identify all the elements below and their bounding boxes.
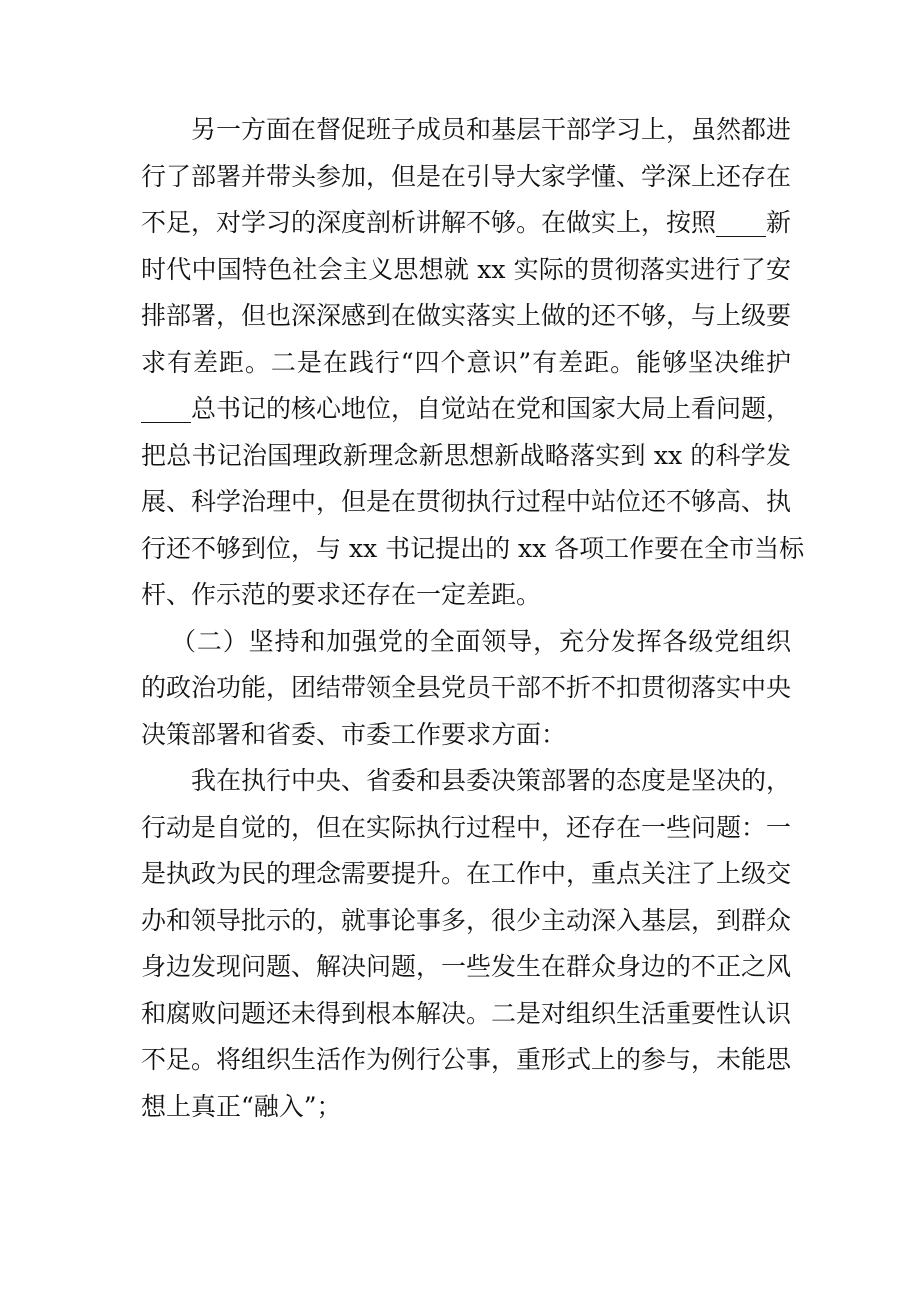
paragraph-2-line-2: 的政治功能，团结带领全县党员干部不折不扣贯彻落实中央 (141, 673, 792, 702)
paragraph-3-line-5: 身边发现问题、解决问题，一些发生在群众身边的不正之风 (141, 952, 792, 981)
paragraph-1-line-1: 另一方面在督促班子成员和基层干部学习上，虽然都进 (191, 115, 792, 144)
paragraph-1-line-5: 排部署，但也深深感到在做实落实上做的还不够，与上级要 (141, 301, 792, 330)
paragraph-3-line-4: 办和领导批示的，就事论事多，很少主动深入基层，到群众 (141, 905, 792, 935)
paragraph-1-line-9: 展、科学治理中，但是在贯彻执行过程中站位还不够高、执 (141, 487, 792, 516)
paragraph-1-line-7: ____总书记的核心地位，自觉站在党和国家大局上看问题， (141, 394, 792, 423)
paragraph-3-line-7: 不足。将组织生活作为例行公事，重形式上的参与，未能思 (141, 1045, 792, 1074)
paragraph-3-line-6: 和腐败问题还未得到根本解决。二是对组织生活重要性认识 (141, 998, 792, 1028)
paragraph-1-line-3: 不足，对学习的深度剖析讲解不够。在做实上，按照____新 (141, 208, 792, 237)
paragraph-3-line-2: 行动是自觉的，但在实际执行过程中，还存在一些问题：一 (141, 812, 792, 842)
paragraph-1-line-10: 行还不够到位，与 xx 书记提出的 xx 各项工作要在全市当标 (141, 533, 805, 563)
paragraph-3-line-8: 想上真正“融入”； (141, 1091, 342, 1121)
paragraph-2-line-1: （二）坚持和加强党的全面领导，充分发挥各级党组织 (171, 626, 791, 656)
paragraph-3-line-3: 是执政为民的理念需要提升。在工作中，重点关注了上级交 (141, 859, 792, 888)
document-body (141, 107, 805, 1130)
paragraph-1-line-8: 把总书记治国理政新理念新思想新战略落实到 xx 的科学发 (141, 440, 791, 470)
paragraph-1-line-6: 求有差距。二是在践行“四个意识”有差距。能够坚决维护 (141, 347, 791, 377)
paragraph-3-line-1: 我在执行中央、省委和县委决策部署的态度是坚决的， (191, 766, 792, 795)
paragraph-2-line-3: 决策部署和省委、市委工作要求方面： (141, 719, 567, 749)
paragraph-1-line-2: 行了部署并带头参加，但是在引导大家学懂、学深上还存在 (141, 161, 792, 191)
paragraph-1-line-4: 时代中国特色社会主义思想就 xx 实际的贯彻落实进行了安 (141, 254, 791, 284)
paragraph-1-line-11: 杆、作示范的要求还存在一定差距。 (141, 580, 542, 609)
